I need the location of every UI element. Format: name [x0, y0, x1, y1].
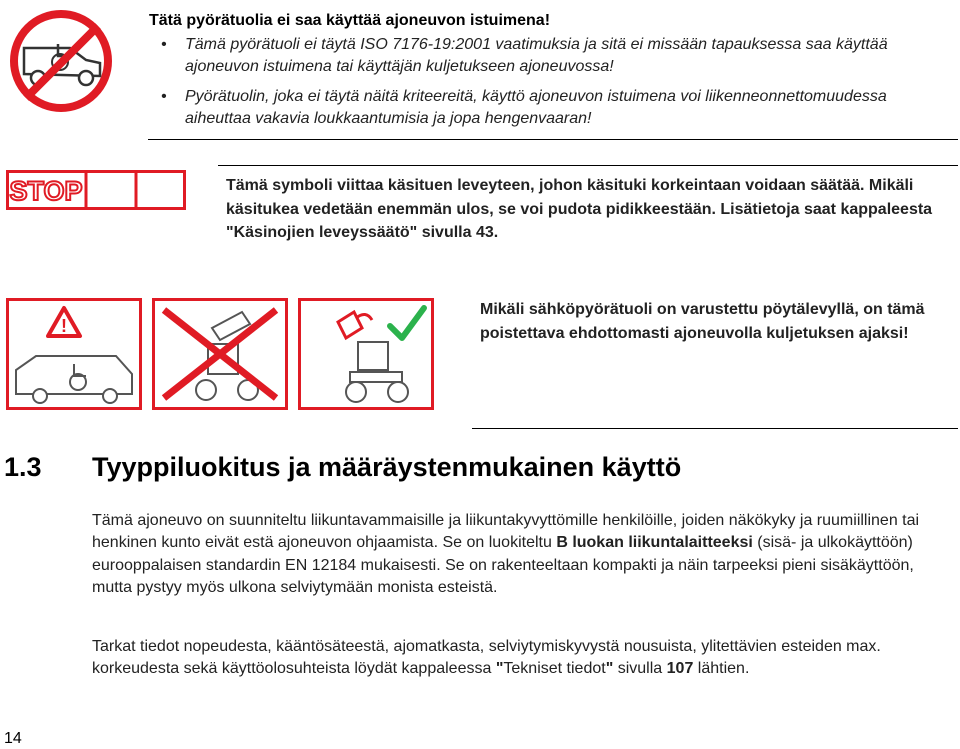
section-paragraph-2: Tarkat tiedot nopeudesta, kääntösäteestä, ajomatkasta, selviytymiskyvystä nousuista, ylitettävien esteiden max. korkeudesta sekä käyttöolosuhteista löydät kappaleessa "Tekniset tiedot" sivulla 107 lähtien.	[92, 638, 881, 678]
table-notice-text: Mikäli sähköpyörätuoli on varustettu pöytälevyllä, on tämä poistettava ehdottomasti ajoneuvolla kuljetuksen ajaksi!	[480, 301, 925, 342]
page-reference: 107	[666, 660, 694, 678]
divider	[148, 139, 958, 140]
stop-label: STOP	[9, 176, 83, 206]
svg-text:!: !	[61, 316, 67, 336]
warning-bullet-2: • Pyörätuolin, joka ei täytä näitä kriteereitä, käyttö ajoneuvon istuimena voi liikenneonnettomuudessa aiheuttaa vakavia loukkaantumisia ja jopa hengenvaaran!	[155, 86, 955, 130]
section-paragraph-1: Tämä ajoneuvo on suunniteltu liikuntavammaisille ja liikuntakyvyttömille henkilöille, joiden näkökyky ja ruumiillinen tai henkinen kunto eivät estä ajoneuvon ohjaamista. Se on luokiteltu B luokan liikuntalaitteeksi (sisä- ja ulkokäyttöön) eurooppalaisen standardin EN 12184 mukaisesti. Se on rakenteeltaan kompakti ja näin tarpeeksi pieni sisäkäyttöön, mutta pystyy myös ulkona selviytymään monista esteistä.	[92, 512, 920, 597]
wheelchair-table-removed-icon	[298, 298, 434, 410]
section-number: 1.3	[4, 452, 42, 482]
warning-bullet-list	[155, 34, 955, 130]
crossed-wheelchair-table-icon	[152, 298, 288, 410]
section-title: Tyyppiluokitus ja määräystenmukainen käyttö	[92, 452, 682, 482]
warning-vehicle-icon	[6, 298, 142, 410]
no-vehicle-seat-icon	[8, 8, 114, 114]
class-b-emphasis: B luokan liikuntalaitteeksi	[556, 534, 753, 552]
page-number: 14	[4, 730, 22, 747]
warning-heading: Tätä pyörätuolia ei saa käyttää ajoneuvon istuimena!	[149, 12, 551, 29]
technical-data-reference: Tekniset tiedot	[503, 660, 606, 678]
divider	[218, 165, 958, 166]
stop-notice-text: Tämä symboli viittaa käsituen leveyteen, johon käsituki korkeintaan voidaan säätää. Mikäli käsitukea vedetään enemmän ulos, se voi pudota pidikkeestään. Lisätietoja saat kappaleesta "Käsinojien leveyssäätö" sivulla 43.	[226, 177, 933, 241]
stop-armrest-symbol	[6, 170, 186, 210]
divider	[472, 428, 958, 429]
warning-bullet-1: • Tämä pyörätuoli ei täytä ISO 7176-19:2001 vaatimuksia ja sitä ei missään tapauksessa saa käyttää ajoneuvon istuimena tai käyttäjän kuljetukseen ajoneuvossa!	[155, 34, 955, 78]
